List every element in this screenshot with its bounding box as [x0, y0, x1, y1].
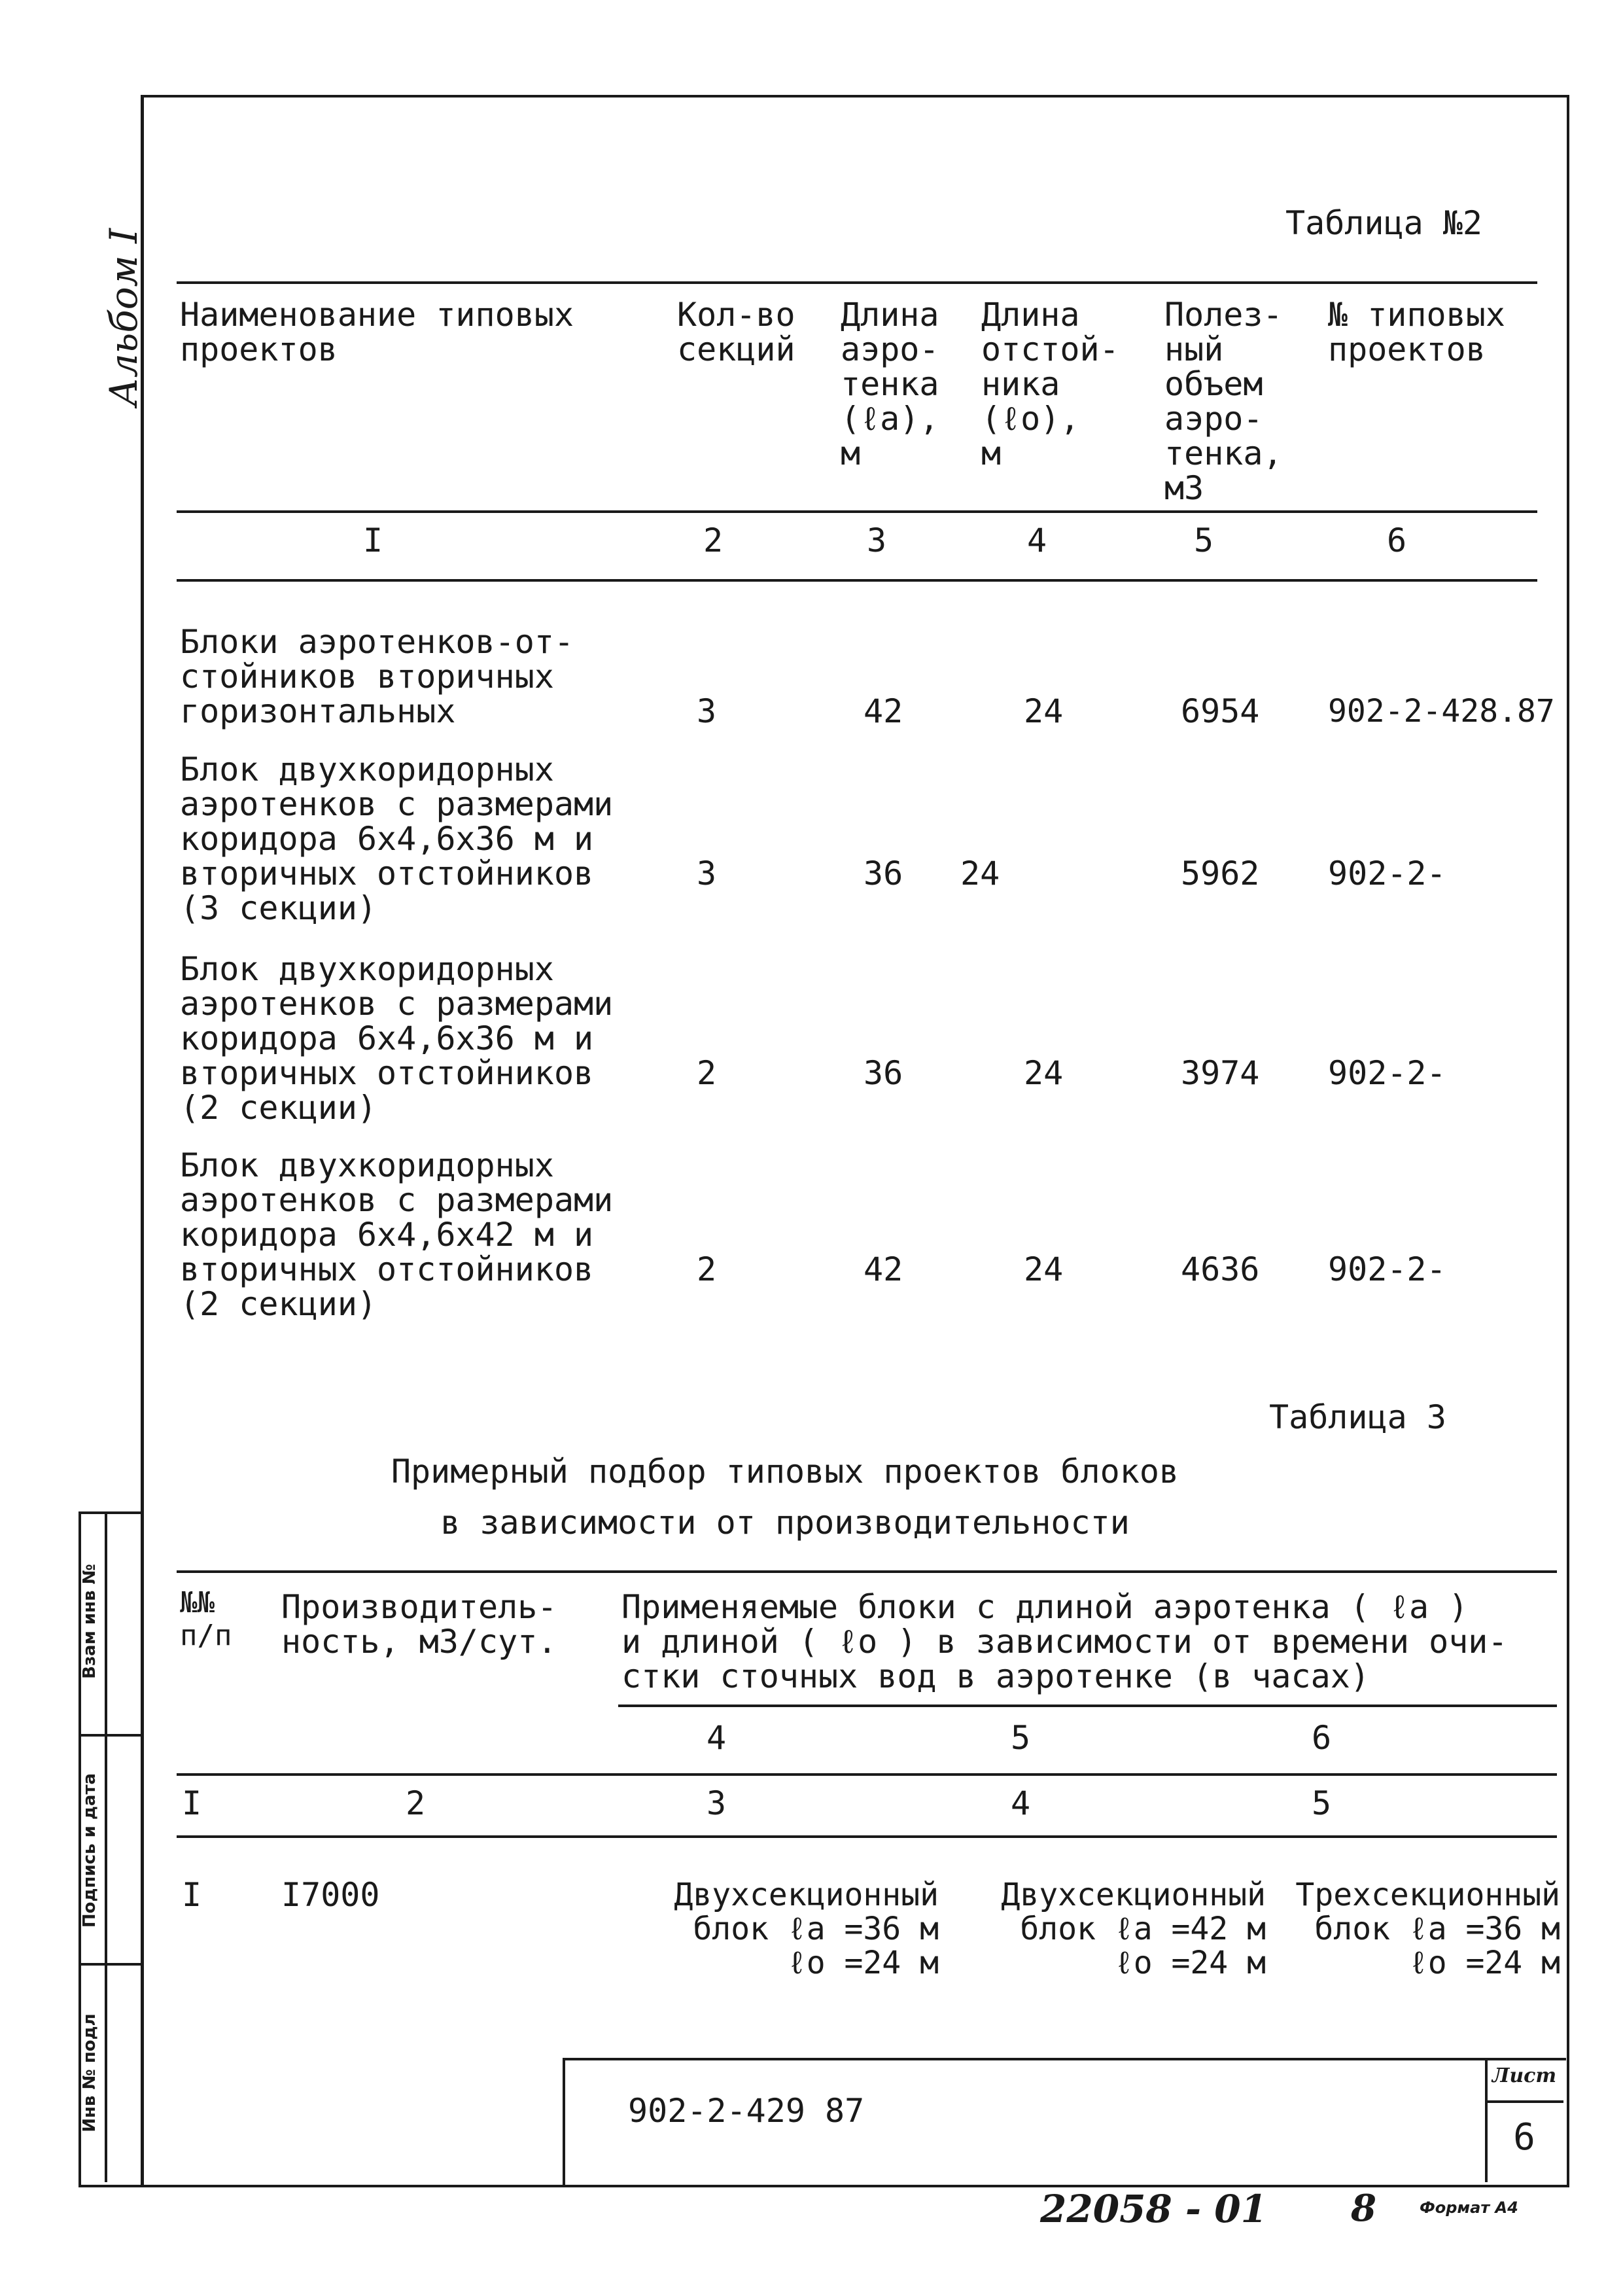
table2-row-settler-length: 24	[1024, 692, 1064, 730]
table3-header-capacity: Производитель- ность, м3/сут.	[281, 1588, 557, 1661]
table3-caption: Примерный подбор типовых проектов блоков в зависимости от производительности	[391, 1453, 1179, 1542]
table3-header-blocks: Применяемые блоки с длиной аэротенка ( ℓа ) и длиной ( ℓо ) в зависимости от времени очи- стки сточных вод в аэротенке (в часах)	[621, 1588, 1508, 1695]
table2-row-name: Блоки аэротенков-от- стойников вторичных горизонтальных	[180, 623, 574, 730]
stamp-divider	[79, 1734, 141, 1737]
footer-mark: 8	[1351, 2187, 1376, 2230]
table2-row-sections: 3	[697, 855, 717, 892]
table2-row-aerotank-length: 42	[864, 692, 903, 730]
table3-colnum: I	[182, 1784, 202, 1822]
table2-row-name: Блок двухкоридорных аэротенков с размерами коридора 6х4,6х36 м и вторичных отстойников (2 секции)	[180, 950, 614, 1127]
table2-row-sections: 3	[697, 692, 717, 730]
table2-row-project-no: 902-2-	[1328, 1250, 1446, 1288]
sheet-box-divider	[1485, 2100, 1563, 2103]
table2-row-aerotank-length: 36	[864, 1054, 903, 1092]
table2-row-aerotank-length: 42	[864, 1250, 903, 1288]
album-note: Альбом I	[101, 228, 146, 407]
table2-row-volume: 3974	[1181, 1054, 1260, 1092]
table2-title: Таблица №2	[1285, 204, 1483, 242]
table2-row-aerotank-length: 36	[864, 855, 903, 892]
table2-colnum-rule	[177, 579, 1537, 582]
table2-row-settler-length: 24	[1024, 1250, 1064, 1288]
table2-row-project-no: 902-2-	[1328, 1054, 1446, 1092]
table3-colnum: 2	[406, 1784, 426, 1822]
table3-colnum: 4	[1011, 1784, 1031, 1822]
sheet-label: Лист	[1492, 2064, 1557, 2087]
table3-colnum: 3	[707, 1784, 727, 1822]
table2-colnum: I	[362, 521, 383, 559]
table2-row-name: Блок двухкоридорных аэротенков с размерами коридора 6х4,6х42 м и вторичных отстойников (2 секции)	[180, 1146, 614, 1323]
table3-colnum: 5	[1312, 1784, 1332, 1822]
sheet-number: 6	[1513, 2116, 1535, 2159]
table2-colnum: 3	[866, 521, 887, 559]
table2-colnum: 4	[1026, 521, 1047, 559]
table3-hours-rule	[177, 1773, 1557, 1776]
table3-row-block-5h: Двухсекционный блок ℓа =42 м ℓо =24 м	[1001, 1877, 1266, 1981]
table2-header-sections: Кол-во секций	[677, 296, 795, 368]
table3-header-num: №№ п/п	[180, 1586, 232, 1652]
table3-title: Таблица 3	[1269, 1398, 1446, 1436]
table3-row-block-6h: Трехсекционный блок ℓа =36 м ℓо =24 м	[1295, 1877, 1560, 1981]
table2-row-project-no: 902-2-	[1328, 855, 1446, 892]
table2-colnum: 2	[703, 521, 724, 559]
table3-hours: 5	[1011, 1719, 1031, 1757]
stamp-label-replacement: Взам инв №	[80, 1564, 99, 1679]
table3-top-rule	[177, 1570, 1557, 1573]
table2-row-name: Блок двухкоридорных аэротенков с размерами коридора 6х4,6х36 м и вторичных отстойников (3 секции)	[180, 751, 614, 927]
stamp-divider	[105, 1511, 107, 2182]
table3-hours: 4	[707, 1719, 727, 1757]
table2-top-rule	[177, 281, 1537, 284]
table2-row-settler-length: 24	[1024, 1054, 1064, 1092]
stamp-divider	[79, 1963, 141, 1966]
table2-header-project-no: № типовых проектов	[1328, 296, 1505, 368]
table2-row-volume: 5962	[1181, 855, 1260, 892]
footer-handwritten-number: 22058 - 01	[1040, 2187, 1267, 2231]
table3-row-num: I	[182, 1876, 202, 1914]
table2-header-rule	[177, 510, 1537, 513]
table2-row-sections: 2	[697, 1250, 717, 1288]
table2-row-sections: 2	[697, 1054, 717, 1092]
footer-format: Формат А4	[1420, 2199, 1518, 2217]
table3-hours: 6	[1312, 1719, 1332, 1757]
table2-colnum: 6	[1386, 521, 1407, 559]
table2-row-volume: 4636	[1181, 1250, 1260, 1288]
table2-row-project-no: 902-2-428.87	[1328, 693, 1555, 730]
table2-header-settler-length: Длина отстой- ника (ℓо), м	[981, 296, 1119, 472]
doc-code: 902-2-429 87	[628, 2092, 865, 2130]
table2-colnum: 5	[1193, 521, 1214, 559]
table3-row-block-4h: Двухсекционный блок ℓа =36 м ℓо =24 м	[674, 1877, 939, 1981]
table2-header-aerotank-length: Длина аэро- тенка (ℓа), м	[841, 296, 939, 472]
stamp-label-signature: Подпись и дата	[80, 1773, 99, 1928]
table2-row-volume: 6954	[1181, 692, 1260, 730]
table3-row-capacity: I7000	[281, 1876, 380, 1914]
table2-row-settler-length: 24	[960, 855, 1000, 892]
table3-colnum-rule	[177, 1835, 1557, 1838]
table2-header-volume: Полез- ный объем аэро- тенка, м3	[1164, 296, 1283, 507]
table3-header-rule	[618, 1704, 1557, 1707]
table2-header-name: Наименование типовых проектов	[180, 296, 574, 368]
stamp-label-inventory: Инв № подл	[80, 2013, 99, 2132]
